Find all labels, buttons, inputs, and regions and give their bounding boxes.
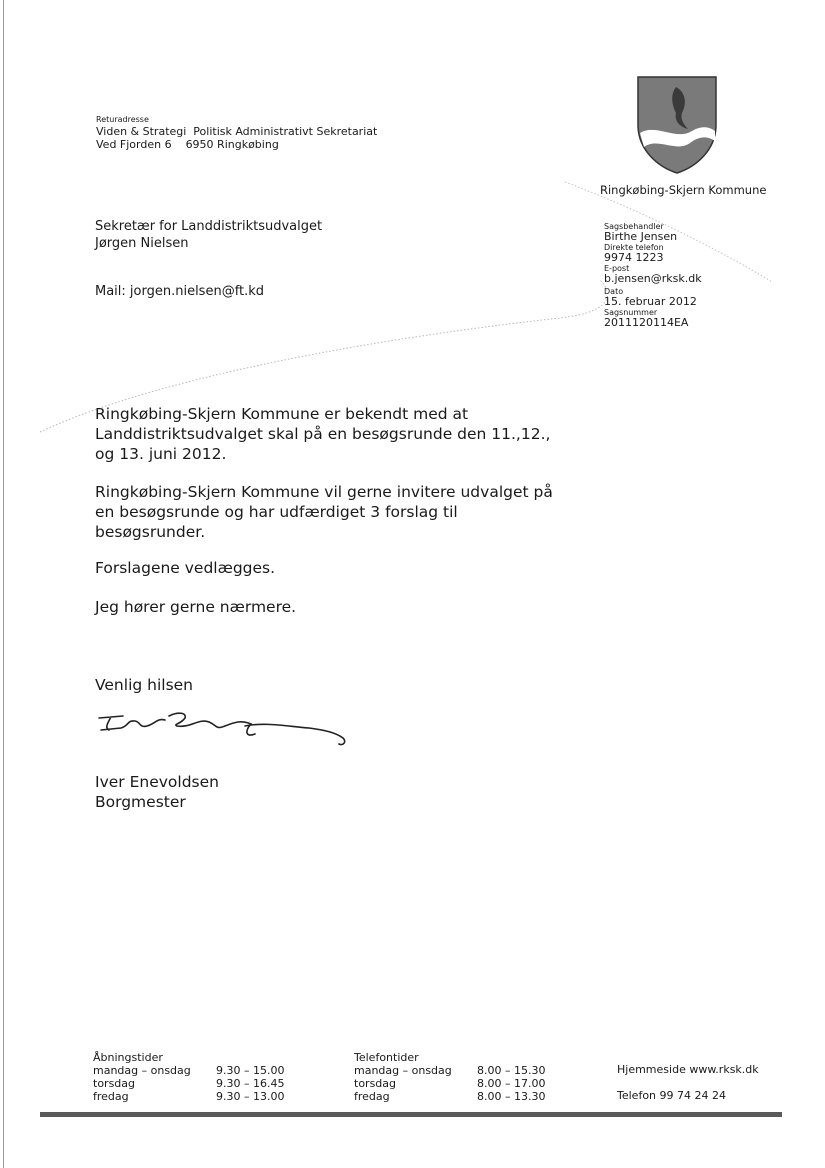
paragraph-3: Forslagene vedlægges. [95, 559, 276, 577]
return-address-label: Returadresse [96, 115, 149, 124]
signer-title: Borgmester [95, 793, 186, 811]
date-value: 15. februar 2012 [604, 295, 697, 308]
telephone: Telefon 99 74 24 24 [617, 1089, 726, 1102]
recipient-mail: Mail: jorgen.nielsen@ft.kd [95, 284, 265, 299]
recipient-line1: Sekretær for Landdistriktsudvalget [95, 219, 323, 234]
opening-hours-title: Åbningstider [93, 1051, 163, 1064]
logo-municipality-name: Ringkøbing-Skjern Kommune [600, 183, 767, 197]
email-label: E-post [604, 264, 630, 273]
phone-hours-list: mandag – onsdag 8.00 – 15.30 torsdag 8.00 – 17.00 fredag 8.00 – 13.30 [354, 1064, 546, 1103]
handwritten-signature [95, 704, 360, 754]
closing: Venlig hilsen [95, 676, 194, 694]
caseworker-value: Birthe Jensen [604, 230, 678, 243]
coat-of-arms-logo [636, 75, 718, 175]
opening-hours-list: mandag – onsdag 9.30 – 15.00 torsdag 9.30 – 16.45 fredag 9.30 – 13.00 [93, 1064, 285, 1103]
case-number-value: 2011120114EA [604, 316, 689, 329]
case-number-label: Sagsnummer [604, 308, 658, 317]
email-value: b.jensen@rksk.dk [604, 272, 702, 285]
meta-block [604, 222, 702, 329]
return-address-line1: Viden & Strategi Politisk Administrativt Sekretariat [96, 125, 378, 138]
return-address-line2: Ved Fjorden 6 6950 Ringkøbing [96, 138, 279, 151]
recipient-line2: Jørgen Nielsen [95, 236, 189, 251]
caseworker-label: Sagsbehandler [604, 222, 664, 231]
phone-label: Direkte telefon [604, 243, 664, 252]
paragraph-1: Ringkøbing-Skjern Kommune er bekendt med at Landdistriktsudvalget skal på en besøgsrunde den 11.,12., og 13. juni 2012. [95, 405, 551, 463]
phone-hours-title: Telefontider [354, 1051, 419, 1064]
paragraph-4: Jeg hører gerne nærmere. [95, 598, 297, 616]
signer-name: Iver Enevoldsen [95, 773, 219, 791]
bottom-rule [40, 1112, 782, 1117]
website: Hjemmeside www.rksk.dk [617, 1063, 759, 1076]
paragraph-2: Ringkøbing-Skjern Kommune vil gerne invitere udvalget på en besøgsrunde og har udfærdiget 3 forslag til besøgsrunder. [95, 483, 553, 541]
phone-value: 9974 1223 [604, 251, 664, 264]
date-label: Dato [604, 287, 624, 296]
